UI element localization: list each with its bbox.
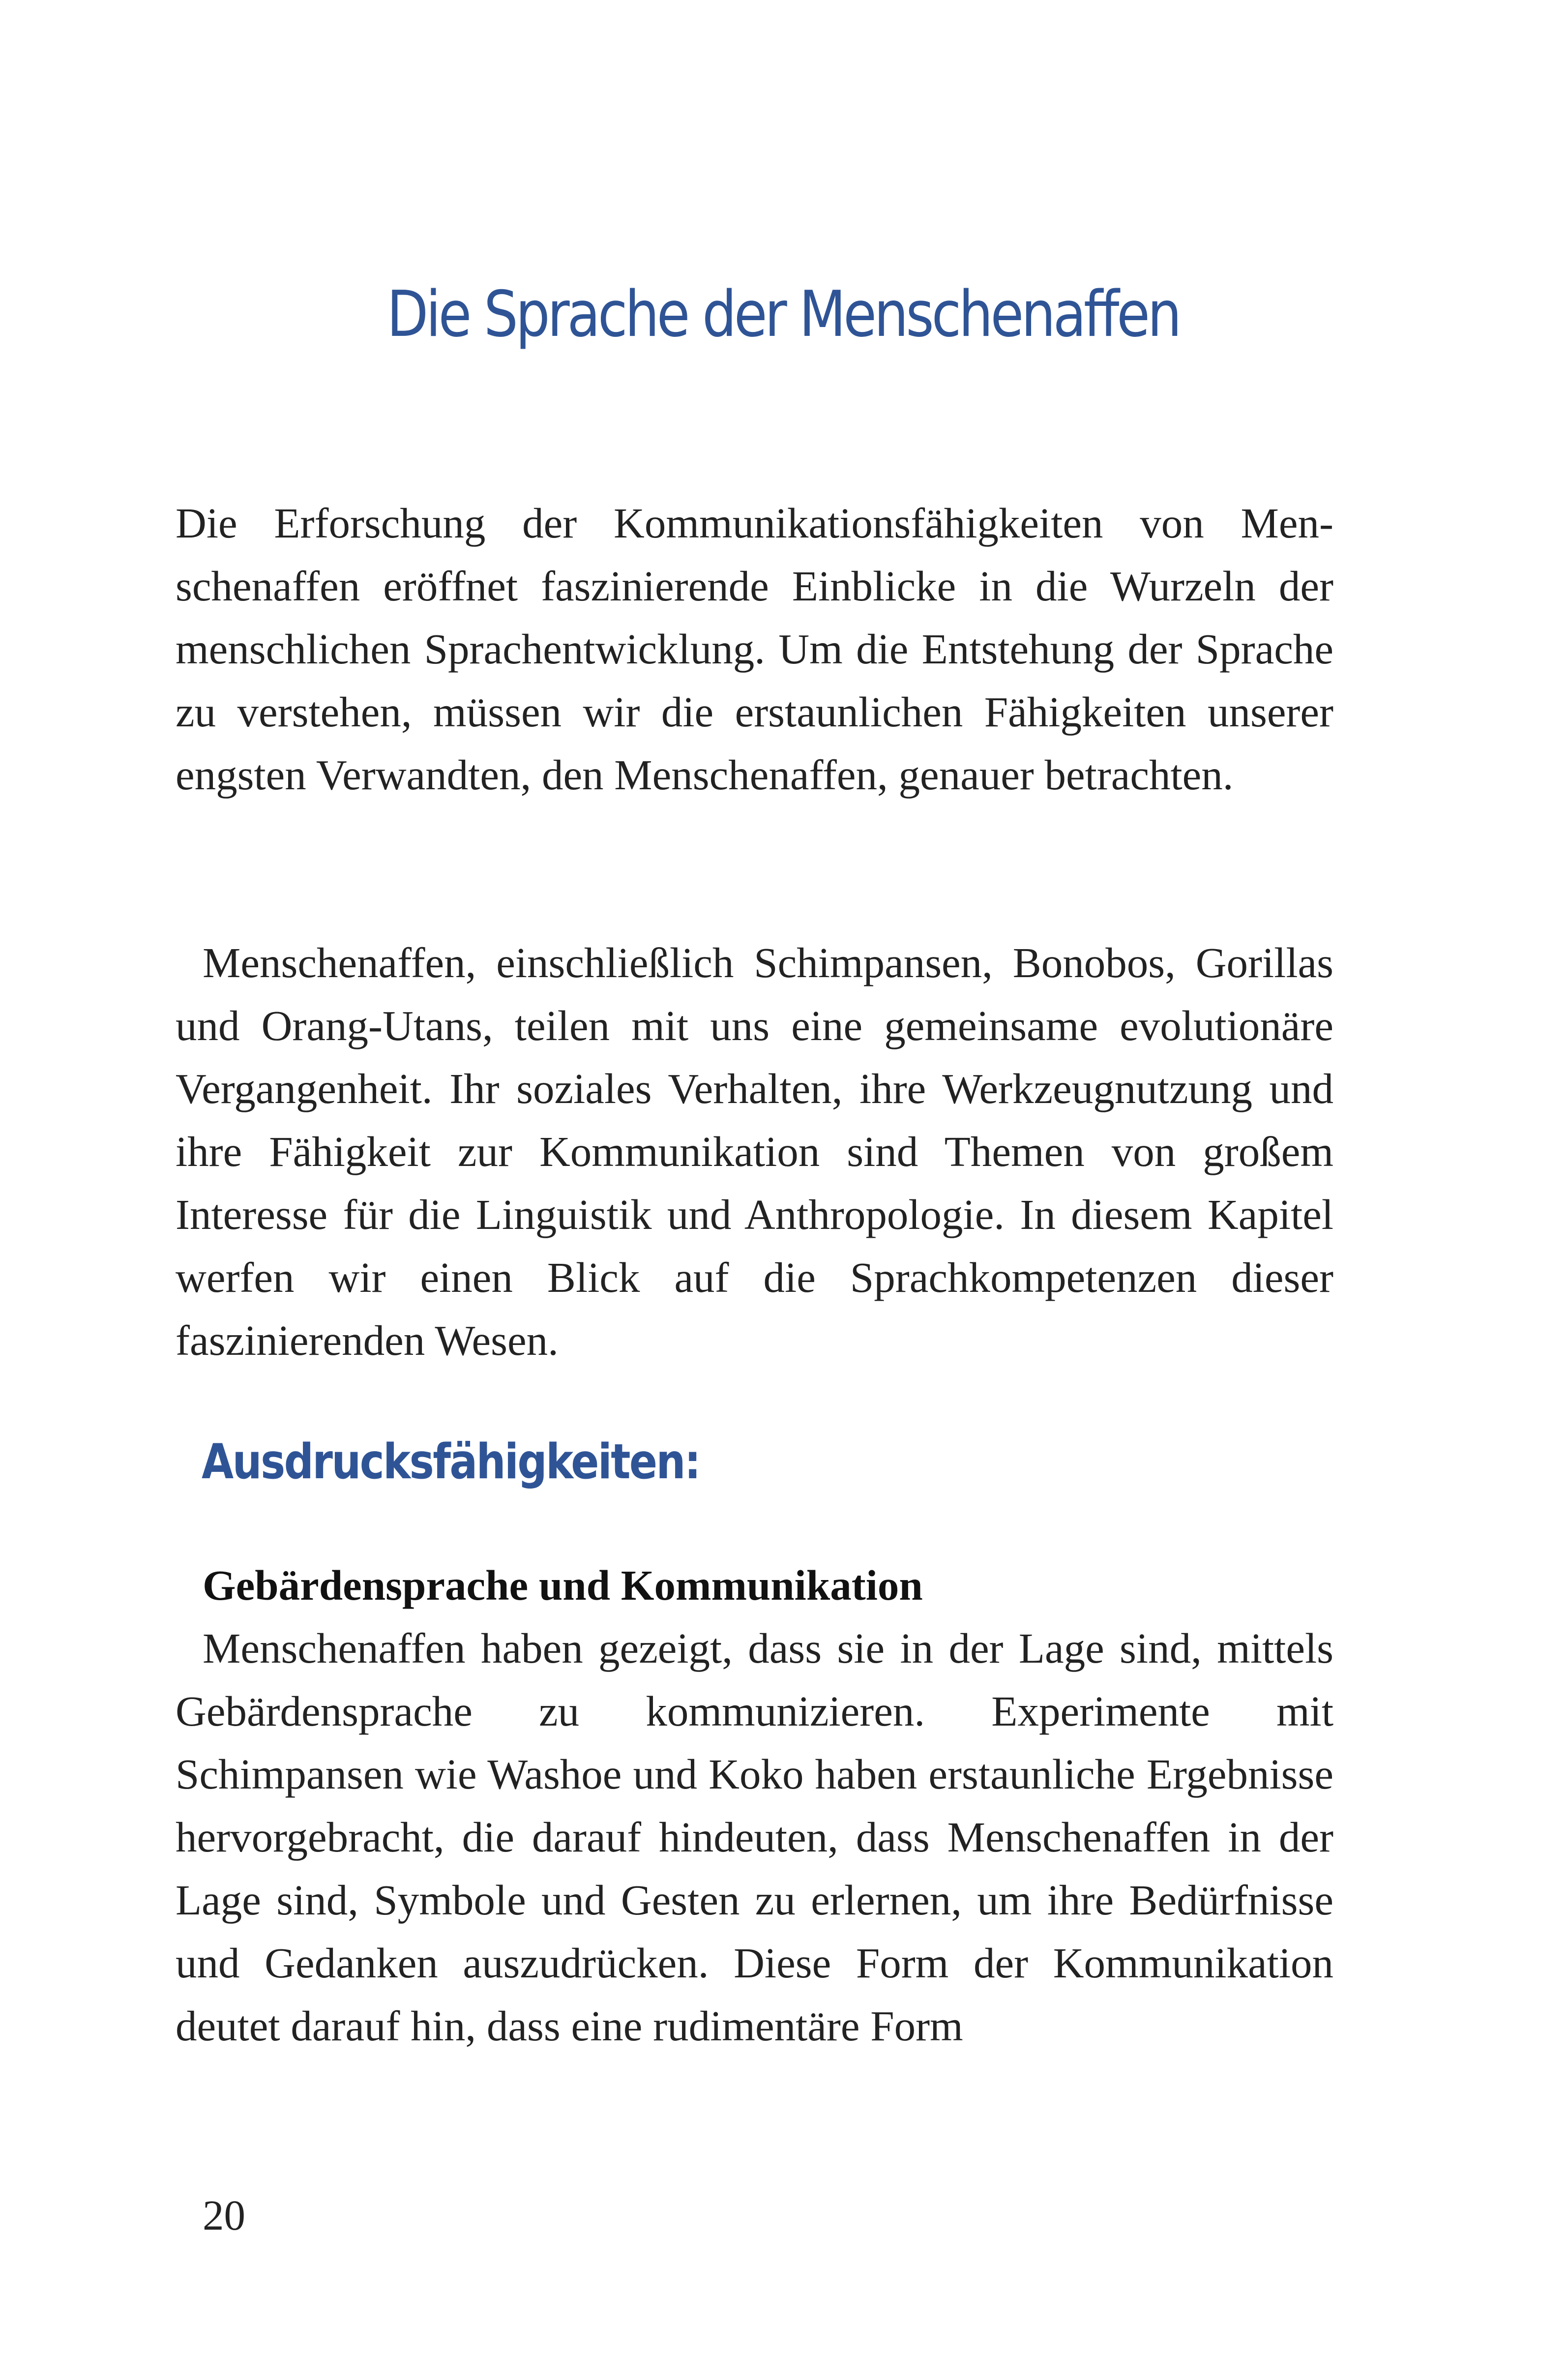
third-paragraph: Menschenaffen haben gezeigt, dass sie in der Lage sind, mittels Gebärdensprache zu kommunizieren. Experimente mit Schimpansen wie Washoe und Koko haben erstaunliche Ergebnisse hervorgebracht, die darauf hindeuten, dass Menschenaffen in der Lage sind, Symbole und Gesten zu erlernen, um ihre Bedürfnisse und Gedanken auszudrücken. Diese Form der Kommunikation deutet darauf hin, dass eine rudimentäre Form <box>176 1624 1333 2050</box>
intro-paragraph: Die Erforschung der Kommunikationsfähigkeiten von Menschenaffen eröffnet faszinierende Einblicke in die Wurzeln der menschlichen Sprachentwicklung. Um die Entstehung der Sprache zu verstehen, müssen wir die erstaunlichen Fähigkeiten unserer engsten Verwandten, den Menschenaffen, genauer betrachten. <box>176 499 1333 799</box>
subheading: Gebärdensprache und Kommunikation <box>203 1561 923 1609</box>
section-heading: Ausdrucksfähigkeiten: <box>202 1434 700 1490</box>
chapter-title: Die Sprache der Menschenaffen <box>386 278 1180 351</box>
second-paragraph: Menschenaffen, einschließlich Schimpansen, Bonobos, Gorillas und Orang-Utans, teilen mit uns eine gemeinsame evolutionäre Vergangenheit. Ihr soziales Verhalten, ihre Werkzeugnutzung und ihre Fähigkeit zur Kommunikation sind Themen von großem Interesse für die Linguistik und Anthropologie. In diesem Kapitel werfen wir einen Blick auf die Sprachkompetenzen dieser faszinierenden Wesen. <box>176 939 1333 1364</box>
page-number: 20 <box>203 2191 245 2239</box>
